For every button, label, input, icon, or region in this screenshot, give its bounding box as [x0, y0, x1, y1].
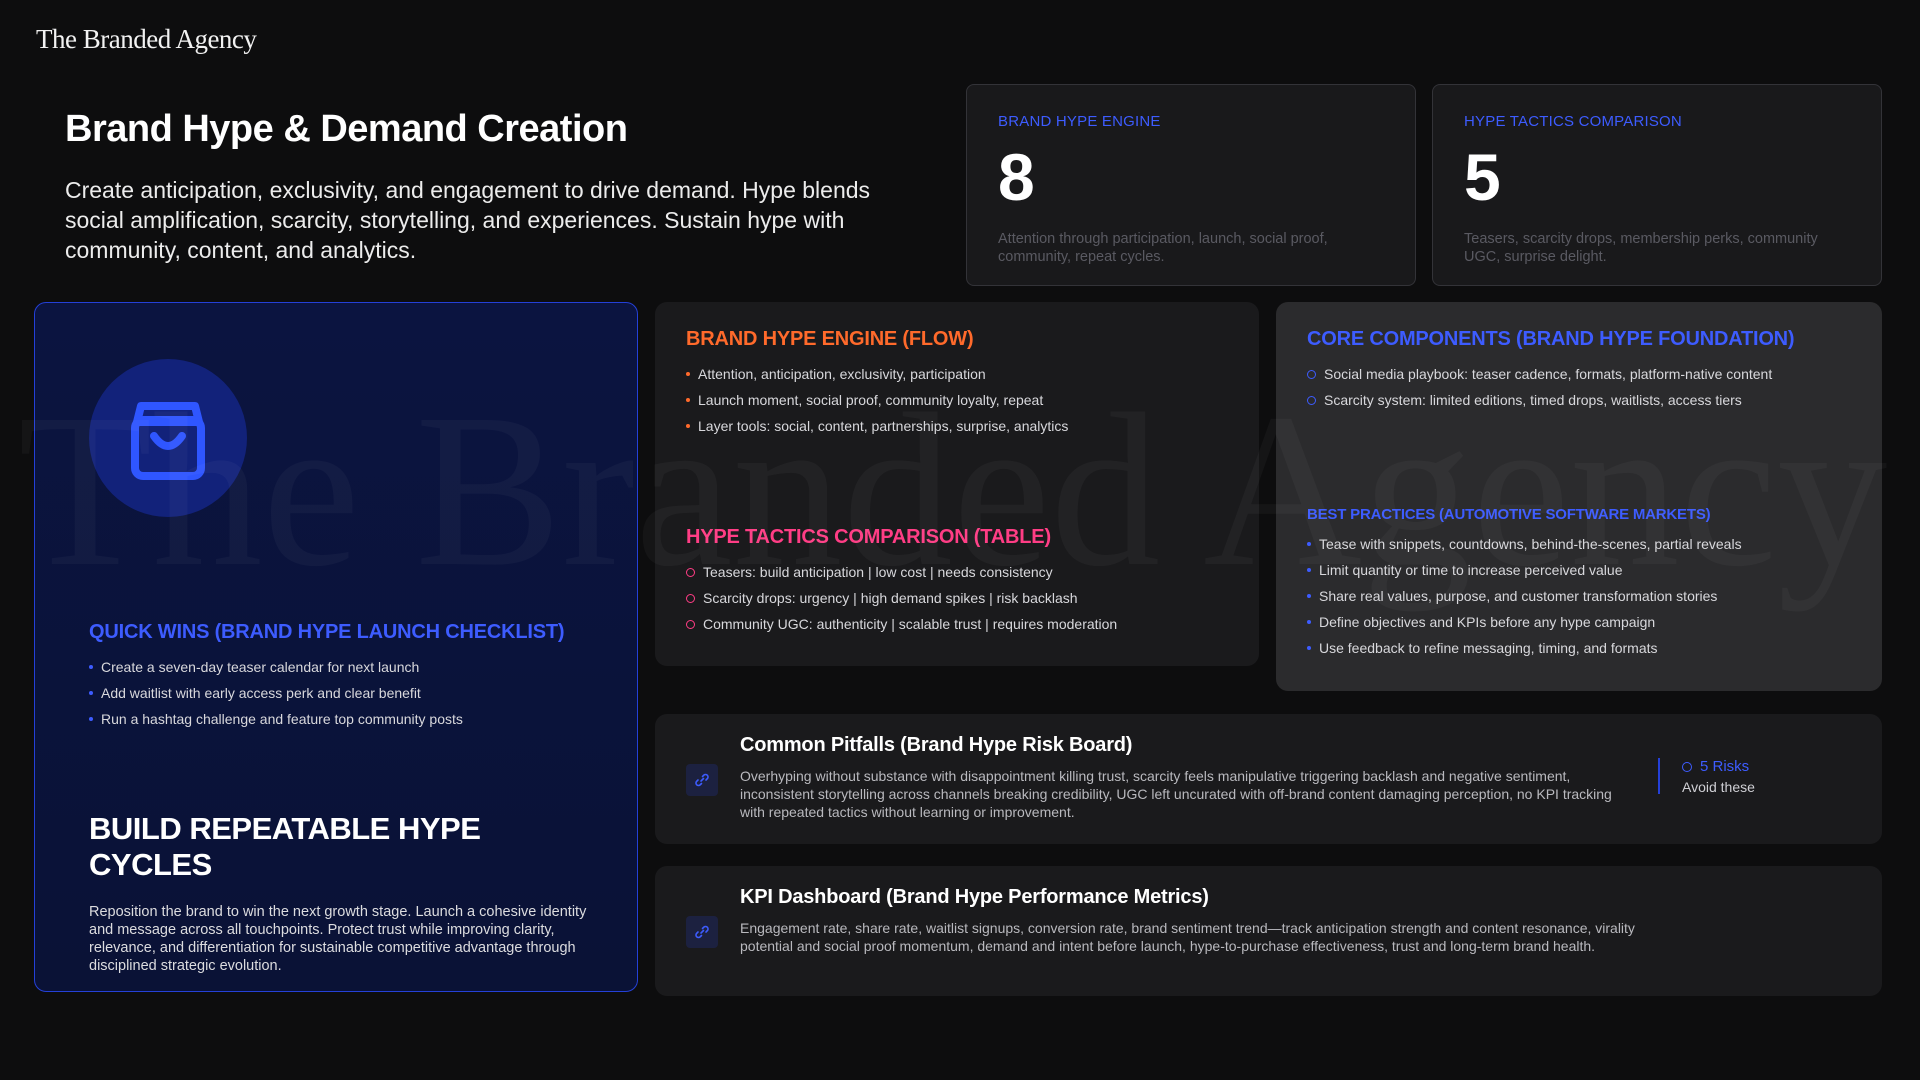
circle-bullet-icon	[1307, 370, 1316, 379]
list-item	[89, 654, 564, 680]
stat-label: BRAND HYPE ENGINE	[998, 113, 1161, 130]
pitfalls-card	[655, 714, 1882, 844]
list-item-text: Run a hashtag challenge and feature top community posts	[101, 711, 463, 727]
risk-note: Avoid these	[1682, 779, 1755, 795]
bullet-icon	[686, 424, 690, 428]
list-item-text: Share real values, purpose, and customer transformation stories	[1319, 588, 1718, 604]
list-item	[1307, 635, 1742, 661]
link-icon	[686, 916, 718, 948]
list-item	[686, 413, 1068, 439]
list-item-text: Launch moment, social proof, community loyalty, repeat	[698, 392, 1044, 408]
circle-bullet-icon	[686, 620, 695, 629]
bullet-icon	[89, 691, 93, 695]
circle-bullet-icon	[686, 594, 695, 603]
risk-summary	[1658, 758, 1755, 794]
flow-title: BRAND HYPE ENGINE (FLOW)	[686, 328, 974, 350]
practices-section	[1307, 506, 1742, 661]
list-item	[1307, 361, 1794, 387]
bullet-icon	[89, 717, 93, 721]
list-item	[686, 585, 1117, 611]
list-item-text: Use feedback to refine messaging, timing, and formats	[1319, 640, 1658, 656]
stat-value: 5	[1464, 140, 1501, 214]
list-item-text: Scarcity drops: urgency | high demand spikes | risk backlash	[703, 590, 1078, 606]
list-item-text: Define objectives and KPIs before any hype campaign	[1319, 614, 1656, 630]
bullet-icon	[1307, 542, 1311, 546]
pitfalls-text: Overhyping without substance with disappointment killing trust, scarcity feels manipulative triggering backlash and negative sentiment, inconsistent storytelling across channels breaking credibility, UGC left uncurated with off-brand content damaging perception, no KPI tracking with repeated tactics without learning or improvement.	[740, 768, 1612, 820]
core-title: CORE COMPONENTS (BRAND HYPE FOUNDATION)	[1307, 328, 1795, 350]
build-body: Reposition the brand to win the next growth stage. Launch a cohesive identity and message across all touchpoints. Protect trust while improving clarity, relevance, and differentiation for sustainable competitive advantage through disciplined strategic evolution.	[89, 904, 587, 974]
list-item-text: Attention, anticipation, exclusivity, participation	[698, 366, 986, 382]
quick-wins-section	[89, 621, 564, 732]
link-icon	[686, 764, 718, 796]
hero	[65, 108, 905, 265]
practices-title: BEST PRACTICES (AUTOMOTIVE SOFTWARE MARKETS)	[1307, 506, 1711, 523]
flow-section	[686, 328, 1068, 439]
list-item-text: Add waitlist with early access perk and clear benefit	[101, 685, 421, 701]
bullet-icon	[686, 372, 690, 376]
build-heading: BUILD REPEATABLE HYPE CYCLES	[89, 811, 481, 882]
list-item-text: Teasers: build anticipation | low cost | needs consistency	[703, 564, 1053, 580]
pitfalls-body	[740, 734, 1635, 821]
core-section	[1307, 328, 1794, 413]
list-item	[686, 361, 1068, 387]
list-item	[1307, 609, 1742, 635]
circle-bullet-icon	[1307, 396, 1316, 405]
list-item-text: Tease with snippets, countdowns, behind-the-scenes, partial reveals	[1319, 536, 1742, 552]
risk-count-text: 5 Risks	[1700, 758, 1750, 775]
list-item-text: Layer tools: social, content, partnerships, surprise, analytics	[698, 418, 1069, 434]
bullet-icon	[1307, 568, 1311, 572]
tactics-section	[686, 526, 1117, 637]
stat-label: HYPE TACTICS COMPARISON	[1464, 113, 1682, 130]
page-title: Brand Hype & Demand Creation	[65, 108, 628, 150]
stat-card-hype-engine	[966, 84, 1416, 286]
page-subtitle: Create anticipation, exclusivity, and engagement to drive demand. Hype blends social amplification, scarcity, storytelling, and experiences. Sustain hype with community, content, and analytics.	[65, 177, 871, 263]
list-item	[1307, 557, 1742, 583]
list-item-text: Social media playbook: teaser cadence, formats, platform-native content	[1324, 366, 1773, 382]
circle-bullet-icon	[686, 568, 695, 577]
shopping-bag-icon	[89, 359, 247, 517]
list-item-text: Limit quantity or time to increase perceived value	[1319, 562, 1623, 578]
stat-description: Teasers, scarcity drops, membership perks, community UGC, surprise delight.	[1464, 231, 1818, 265]
kpi-title: KPI Dashboard (Brand Hype Performance Metrics)	[740, 886, 1209, 908]
list-item	[686, 611, 1117, 637]
kpi-text: Engagement rate, share rate, waitlist signups, conversion rate, brand sentiment trend—track anticipation strength and content resonance, virality potential and social proof momentum, demand and intent before launch, hype-to-purchase effectiveness, trust and long-term brand health.	[740, 920, 1635, 954]
quick-wins-title: QUICK WINS (BRAND HYPE LAUNCH CHECKLIST)	[89, 621, 565, 643]
bullet-icon	[1307, 646, 1311, 650]
kpi-body	[740, 886, 1640, 955]
list-item-text: Community UGC: authenticity | scalable trust | requires moderation	[703, 616, 1118, 632]
bullet-icon	[686, 398, 690, 402]
list-item	[1307, 583, 1742, 609]
list-item	[89, 706, 564, 732]
list-item	[686, 559, 1117, 585]
list-item	[89, 680, 564, 706]
flow-panel	[655, 302, 1259, 666]
risk-count	[1682, 758, 1755, 775]
list-item-text: Scarcity system: limited editions, timed drops, waitlists, access tiers	[1324, 392, 1742, 408]
pitfalls-title: Common Pitfalls (Brand Hype Risk Board)	[740, 734, 1133, 756]
quick-wins-panel	[34, 302, 638, 992]
target-icon	[1682, 762, 1692, 772]
tactics-title: HYPE TACTICS COMPARISON (TABLE)	[686, 526, 1051, 548]
list-item	[686, 387, 1068, 413]
core-panel	[1276, 302, 1882, 691]
stat-description: Attention through participation, launch, social proof, community, repeat cycles.	[998, 231, 1328, 265]
build-section	[89, 811, 589, 975]
stat-card-tactics	[1432, 84, 1882, 286]
bullet-icon	[1307, 594, 1311, 598]
bullet-icon	[89, 665, 93, 669]
kpi-card	[655, 866, 1882, 996]
list-item	[1307, 387, 1794, 413]
stat-value: 8	[998, 140, 1035, 214]
list-item	[1307, 531, 1742, 557]
list-item-text: Create a seven-day teaser calendar for next launch	[101, 659, 420, 675]
brand-logo: The Branded Agency	[36, 24, 257, 54]
bullet-icon	[1307, 620, 1311, 624]
